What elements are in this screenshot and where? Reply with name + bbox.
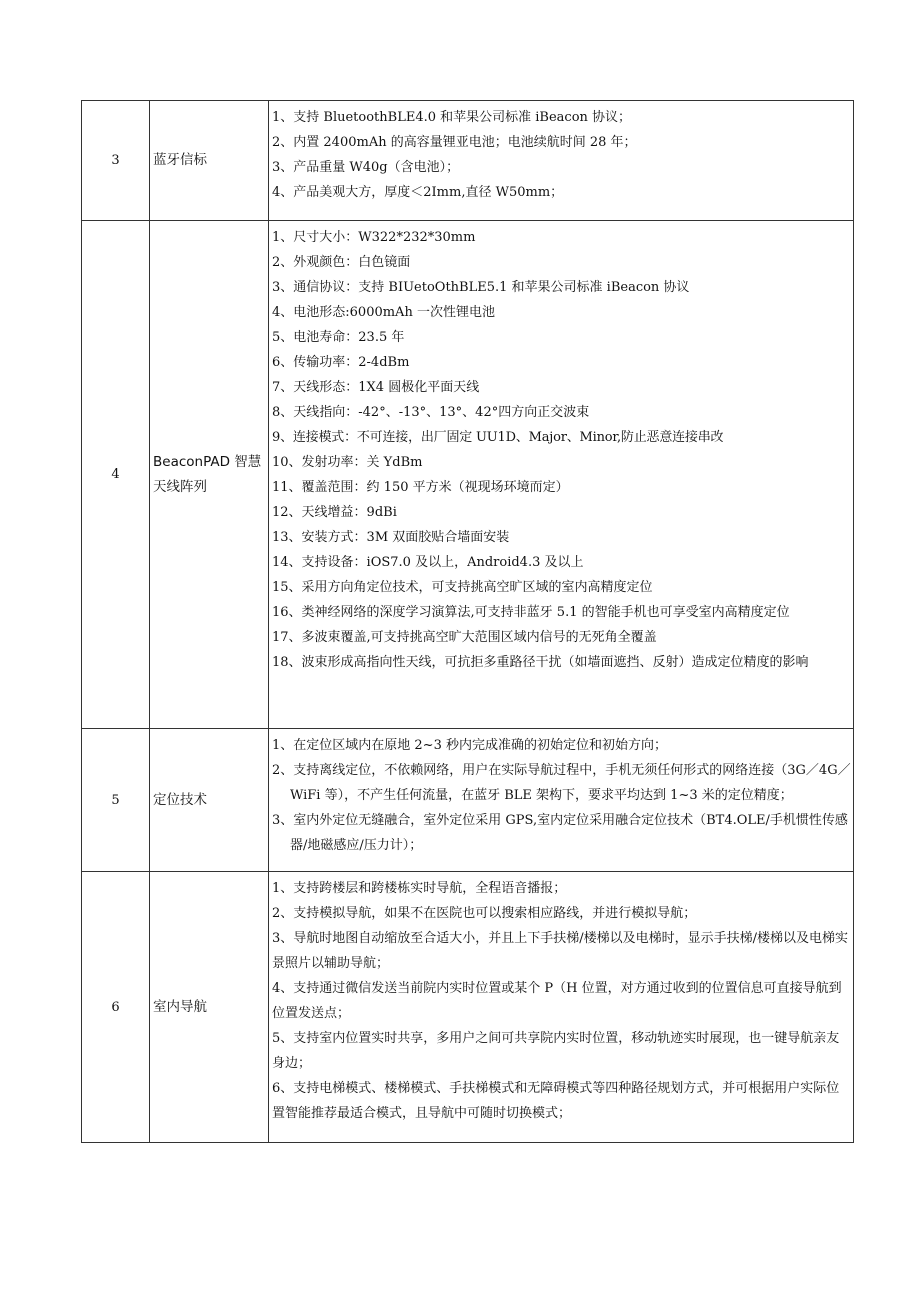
spec-line: 3、室内外定位无缝融合，室外定位采用 GPS,室内定位采用融合定位技术（BT4.OLE/手机惯性传感器/地磁感应/压力计）；: [272, 813, 848, 853]
spec-line: 14、支持设备：iOS7.0 及以上，Android4.3 及以上: [272, 555, 584, 570]
item-name: 室内导航: [150, 872, 269, 1143]
spec-line: 16、类神经网络的深度学习演算法,可支持非蓝牙 5.1 的智能手机也可享受室内高精度定位: [272, 605, 790, 620]
spec-line: 6、传输功率：2-4dBm: [272, 355, 410, 370]
spec-line: 7、天线形态：1X4 圆极化平面天线: [272, 380, 480, 395]
spec-line: 2、支持离线定位，不依赖网络，用户在实际导航过程中，手机无须任何形式的网络连接（3G／4G／WiFi 等），不产生任何流量，在蓝牙 BLE 架构下，要求平均达到 1~3 米的定位精度；: [272, 763, 851, 803]
spec-table: [81, 100, 854, 1143]
spec-line: 15、采用方向角定位技术，可支持挑高空旷区域的室内高精度定位: [272, 580, 653, 595]
row-number: 4: [82, 221, 150, 729]
row-number: 5: [82, 729, 150, 872]
spec-line: 2、内置 2400mAh 的高容量锂亚电池；电池续航时间 28 年；: [272, 135, 637, 150]
spec-line: 8、天线指向：-42°、-13°、13°、42°四方向正交波束: [272, 405, 590, 420]
spec-line: 17、多波束覆盖,可支持挑高空旷大范围区域内信号的无死角全覆盖: [272, 630, 657, 645]
item-name: BeaconPAD 智慧天线阵列: [150, 221, 269, 729]
spec-line: 11、覆盖范围：约 150 平方米（视现场环境而定）: [272, 480, 569, 495]
spec-line: 6、支持电梯模式、楼梯模式、手扶梯模式和无障碍模式等四种路径规划方式，并可根据用户实际位置智能推荐最适合模式，且导航中可随时切换模式；: [272, 1081, 840, 1121]
spec-line: 1、支持跨楼层和跨楼栋实时导航，全程语音播报；: [272, 881, 567, 896]
spec-line: 4、电池形态:6000mAh 一次性锂电池: [272, 305, 495, 320]
spec-line: 3、产品重量 W40g（含电池）；: [272, 160, 460, 175]
row-number: 3: [82, 101, 150, 221]
spec-line: 9、连接模式：不可连接，出厂固定 UU1D、Major、Minor,防止恶意连接串改: [272, 430, 724, 445]
spec-line: 2、支持模拟导航，如果不在医院也可以搜索相应路线，并进行模拟导航；: [272, 906, 697, 921]
item-spec: [269, 872, 854, 1143]
spec-line: 13、安装方式：3M 双面胶贴合墙面安装: [272, 530, 510, 545]
table-row: [82, 729, 854, 872]
spec-line: 18、波束形成高指向性天线，可抗拒多重路径干扰（如墙面遮挡、反射）造成定位精度的影响: [272, 655, 809, 670]
spec-line: 2、外观颜色：白色镜面: [272, 255, 411, 270]
spec-line: 5、支持室内位置实时共享，多用户之间可共享院内实时位置，移动轨迹实时展现，也一键导航亲友身边；: [272, 1031, 840, 1071]
table-row: [82, 221, 854, 729]
table-row: [82, 101, 854, 221]
item-name: 定位技术: [150, 729, 269, 872]
spec-line: 4、支持通过微信发送当前院内实时位置或某个 P（H 位置，对方通过收到的位置信息可直接导航到位置发送点；: [272, 981, 842, 1021]
spec-line: 4、产品美观大方，厚度＜2Imm,直径 W50mm；: [272, 185, 564, 200]
spec-line: 10、发射功率：关 YdBm: [272, 455, 423, 470]
spec-line: 1、尺寸大小：W322*232*30mm: [272, 230, 476, 245]
spec-line: 3、通信协议：支持 BIUetoOthBLE5.1 和苹果公司标准 iBeacon 协议: [272, 280, 690, 295]
spec-line: 5、电池寿命：23.5 年: [272, 330, 405, 345]
item-spec: [269, 221, 854, 729]
spec-line: 12、天线增益：9dBi: [272, 505, 397, 520]
table-row: [82, 872, 854, 1143]
item-spec: [269, 101, 854, 221]
spec-line: 1、支持 BluetoothBLE4.0 和苹果公司标准 iBeacon 协议；: [272, 110, 632, 125]
row-number: 6: [82, 872, 150, 1143]
spec-line: 1、在定位区域内在原地 2~3 秒内完成准确的初始定位和初始方向；: [272, 738, 667, 753]
spec-line: 3、导航时地图自动缩放至合适大小，并且上下手扶梯/楼梯以及电梯时，显示手扶梯/楼梯以及电梯实景照片以辅助导航；: [272, 931, 849, 971]
item-name: 蓝牙信标: [150, 101, 269, 221]
item-spec: [269, 729, 854, 872]
